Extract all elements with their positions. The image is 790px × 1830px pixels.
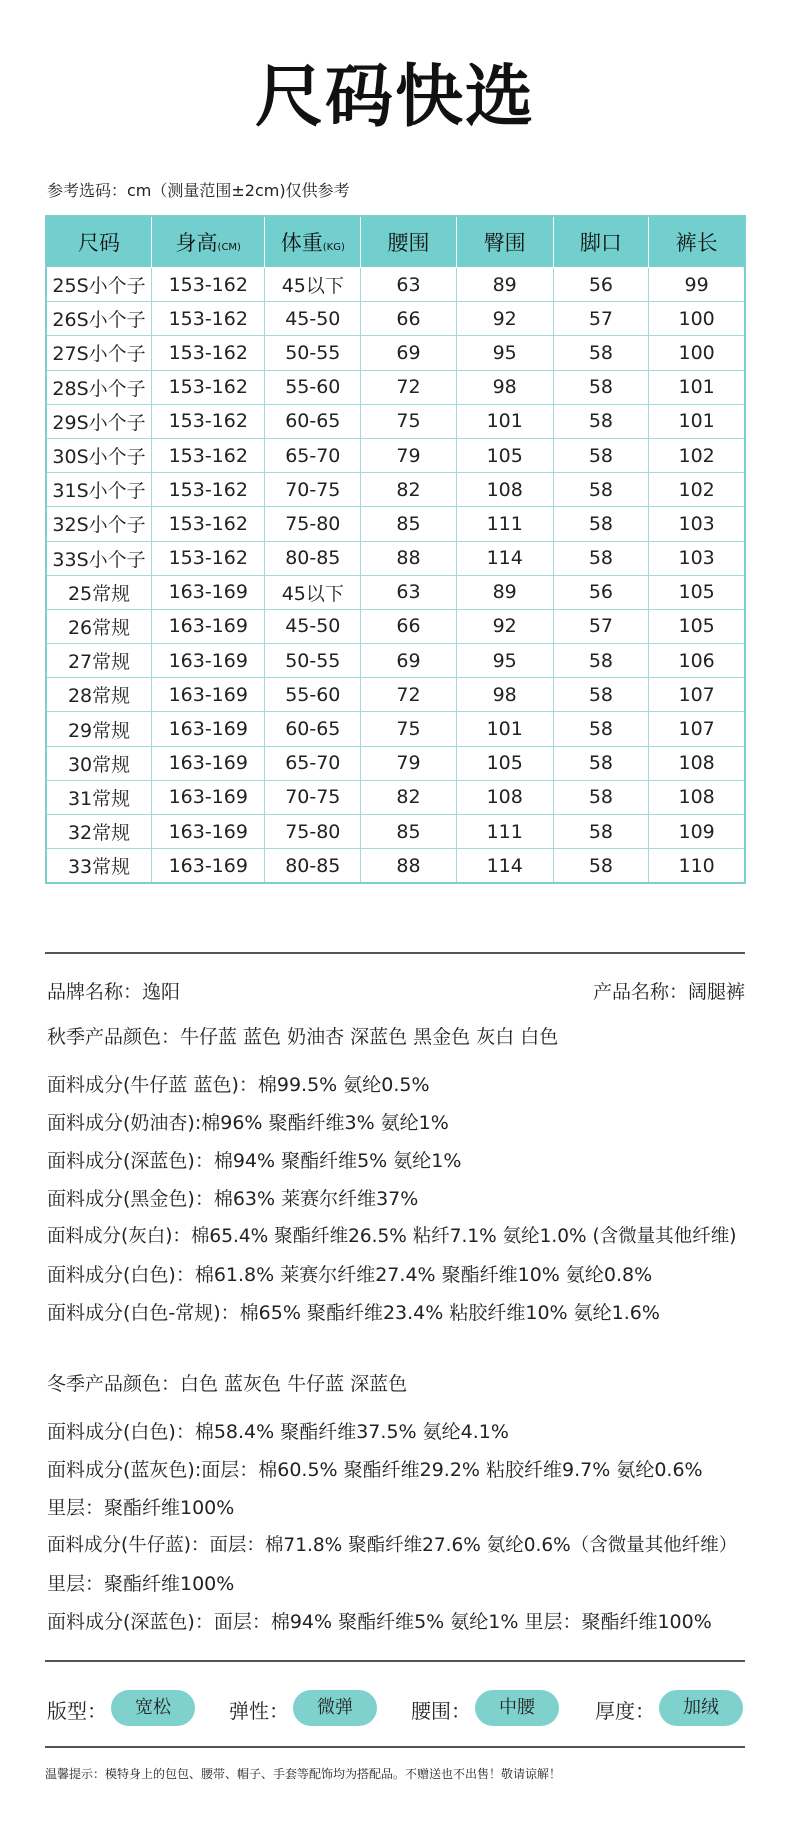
header-size: 尺码 — [46, 216, 152, 268]
table-cell: 50-55 — [265, 644, 361, 678]
table-row — [46, 370, 745, 404]
table-cell: 89 — [456, 575, 553, 609]
table-cell: 29常规 — [46, 712, 152, 746]
table-cell: 99 — [649, 268, 745, 302]
warm-tip: 温馨提示：模特身上的包包、腰带、帽子、手套等配饰均为搭配品。不赠送也不出售！敬请谅解！ — [45, 1767, 562, 1781]
table-cell: 92 — [456, 609, 553, 643]
table-row — [46, 712, 745, 746]
product-name: 产品名称：阔腿裤 — [592, 981, 745, 1003]
winter-fabric-1: 面料成分(白色)：棉58.4% 聚酯纤维37.5% 氨纶4.1% — [47, 1421, 509, 1443]
table-cell: 153-162 — [152, 302, 265, 336]
table-cell: 33常规 — [46, 849, 152, 884]
autumn-fabric-4: 面料成分(黑金色)：棉63% 莱赛尔纤维37% — [47, 1188, 419, 1210]
table-cell: 89 — [456, 268, 553, 302]
table-cell: 163-169 — [152, 849, 265, 884]
table-cell: 58 — [553, 746, 649, 780]
table-cell: 110 — [649, 849, 745, 884]
table-row — [46, 849, 745, 884]
table-cell: 45-50 — [265, 302, 361, 336]
autumn-fabric-3: 面料成分(深蓝色)：棉94% 聚酯纤维5% 氨纶1% — [47, 1150, 462, 1172]
table-cell: 75 — [361, 404, 457, 438]
table-cell: 98 — [456, 678, 553, 712]
table-cell: 58 — [553, 780, 649, 814]
table-cell: 70-75 — [265, 473, 361, 507]
table-cell: 32常规 — [46, 815, 152, 849]
table-cell: 79 — [361, 438, 457, 472]
table-cell: 163-169 — [152, 712, 265, 746]
table-row — [46, 780, 745, 814]
brand-name: 品牌名称：逸阳 — [47, 981, 181, 1003]
table-cell: 50-55 — [265, 336, 361, 370]
fit-label: 版型： — [47, 1699, 107, 1723]
table-cell: 163-169 — [152, 644, 265, 678]
header-length: 裤长 — [649, 216, 745, 268]
table-cell: 55-60 — [265, 370, 361, 404]
reference-note: 参考选码：cm（测量范围±2cm)仅供参考 — [47, 181, 350, 200]
table-cell: 45-50 — [265, 609, 361, 643]
table-cell: 58 — [553, 712, 649, 746]
table-cell: 58 — [553, 438, 649, 472]
table-cell: 102 — [649, 473, 745, 507]
table-cell: 29S小个子 — [46, 404, 152, 438]
waist-value-badge: 中腰 — [475, 1690, 559, 1726]
thickness-value-badge: 加绒 — [659, 1690, 743, 1726]
divider — [45, 1660, 745, 1662]
table-cell: 153-162 — [152, 404, 265, 438]
table-cell: 27常规 — [46, 644, 152, 678]
table-cell: 114 — [456, 849, 553, 884]
table-cell: 106 — [649, 644, 745, 678]
thickness-label: 厚度： — [595, 1699, 655, 1723]
table-row — [46, 678, 745, 712]
table-cell: 60-65 — [265, 712, 361, 746]
table-cell: 69 — [361, 644, 457, 678]
winter-colors: 冬季产品颜色：白色 蓝灰色 牛仔蓝 深蓝色 — [47, 1373, 408, 1395]
table-cell: 58 — [553, 541, 649, 575]
header-leg-opening: 脚口 — [553, 216, 649, 268]
table-cell: 57 — [553, 302, 649, 336]
table-cell: 101 — [456, 712, 553, 746]
winter-fabric-6: 面料成分(深蓝色)：面层：棉94% 聚酯纤维5% 氨纶1% 里层：聚酯纤维100% — [47, 1611, 712, 1633]
table-cell: 153-162 — [152, 541, 265, 575]
table-cell: 66 — [361, 609, 457, 643]
header-weight: 体重(KG) — [265, 216, 361, 268]
divider — [45, 1746, 745, 1748]
table-cell: 82 — [361, 780, 457, 814]
table-cell: 80-85 — [265, 849, 361, 884]
table-cell: 82 — [361, 473, 457, 507]
table-cell: 153-162 — [152, 268, 265, 302]
table-cell: 58 — [553, 404, 649, 438]
table-row — [46, 507, 745, 541]
header-waist: 腰围 — [361, 216, 457, 268]
table-row — [46, 609, 745, 643]
table-cell: 25S小个子 — [46, 268, 152, 302]
table-cell: 31常规 — [46, 780, 152, 814]
table-cell: 107 — [649, 678, 745, 712]
table-cell: 70-75 — [265, 780, 361, 814]
table-cell: 58 — [553, 678, 649, 712]
table-cell: 56 — [553, 268, 649, 302]
table-cell: 163-169 — [152, 815, 265, 849]
table-cell: 100 — [649, 302, 745, 336]
table-cell: 153-162 — [152, 438, 265, 472]
table-cell: 85 — [361, 507, 457, 541]
table-cell: 25常规 — [46, 575, 152, 609]
table-row — [46, 302, 745, 336]
table-cell: 163-169 — [152, 575, 265, 609]
table-cell: 30常规 — [46, 746, 152, 780]
header-height: 身高(CM) — [152, 216, 265, 268]
winter-fabric-2: 面料成分(蓝灰色):面层：棉60.5% 聚酯纤维29.2% 粘胶纤维9.7% 氨纶0.6% — [47, 1459, 703, 1481]
table-cell: 45以下 — [265, 268, 361, 302]
table-cell: 30S小个子 — [46, 438, 152, 472]
table-cell: 65-70 — [265, 438, 361, 472]
table-cell: 72 — [361, 370, 457, 404]
table-cell: 105 — [456, 746, 553, 780]
table-cell: 101 — [456, 404, 553, 438]
table-cell: 95 — [456, 336, 553, 370]
table-cell: 111 — [456, 815, 553, 849]
table-cell: 33S小个子 — [46, 541, 152, 575]
table-cell: 105 — [649, 609, 745, 643]
table-cell: 58 — [553, 336, 649, 370]
table-cell: 75-80 — [265, 507, 361, 541]
table-cell: 56 — [553, 575, 649, 609]
table-cell: 114 — [456, 541, 553, 575]
autumn-fabric-1: 面料成分(牛仔蓝 蓝色)：棉99.5% 氨纶0.5% — [47, 1074, 430, 1096]
page-title: 尺码快选 — [254, 58, 535, 137]
table-cell: 66 — [361, 302, 457, 336]
autumn-fabric-2: 面料成分(奶油杏):棉96% 聚酯纤维3% 氨纶1% — [47, 1112, 449, 1134]
table-cell: 153-162 — [152, 473, 265, 507]
table-cell: 57 — [553, 609, 649, 643]
elasticity-value-badge: 微弹 — [293, 1690, 377, 1726]
table-cell: 60-65 — [265, 404, 361, 438]
table-cell: 103 — [649, 541, 745, 575]
waist-label: 腰围： — [411, 1699, 471, 1723]
table-cell: 28常规 — [46, 678, 152, 712]
table-cell: 75 — [361, 712, 457, 746]
table-cell: 109 — [649, 815, 745, 849]
table-row — [46, 404, 745, 438]
table-cell: 103 — [649, 507, 745, 541]
table-row — [46, 438, 745, 472]
table-cell: 45以下 — [265, 575, 361, 609]
table-cell: 63 — [361, 575, 457, 609]
header-hip: 臀围 — [456, 216, 553, 268]
size-table — [45, 215, 746, 884]
table-cell: 111 — [456, 507, 553, 541]
autumn-fabric-6: 面料成分(白色)：棉61.8% 莱赛尔纤维27.4% 聚酯纤维10% 氨纶0.8% — [47, 1264, 653, 1286]
table-cell: 108 — [649, 746, 745, 780]
table-cell: 32S小个子 — [46, 507, 152, 541]
table-cell: 108 — [649, 780, 745, 814]
elasticity-label: 弹性： — [229, 1699, 289, 1723]
table-cell: 100 — [649, 336, 745, 370]
table-cell: 26S小个子 — [46, 302, 152, 336]
table-cell: 107 — [649, 712, 745, 746]
table-cell: 153-162 — [152, 336, 265, 370]
table-cell: 55-60 — [265, 678, 361, 712]
winter-fabric-3: 里层：聚酯纤维100% — [47, 1497, 235, 1519]
table-cell: 75-80 — [265, 815, 361, 849]
table-row — [46, 746, 745, 780]
table-row — [46, 268, 745, 302]
table-row — [46, 473, 745, 507]
table-row — [46, 575, 745, 609]
table-cell: 65-70 — [265, 746, 361, 780]
table-cell: 31S小个子 — [46, 473, 152, 507]
table-cell: 85 — [361, 815, 457, 849]
table-cell: 72 — [361, 678, 457, 712]
table-cell: 26常规 — [46, 609, 152, 643]
winter-fabric-4: 面料成分(牛仔蓝)：面层：棉71.8% 聚酯纤维27.6% 氨纶0.6%（含微量其他纤维） — [47, 1535, 738, 1556]
table-cell: 27S小个子 — [46, 336, 152, 370]
table-cell: 58 — [553, 644, 649, 678]
table-cell: 88 — [361, 849, 457, 884]
table-cell: 108 — [456, 473, 553, 507]
fit-value-badge: 宽松 — [111, 1690, 195, 1726]
table-cell: 58 — [553, 473, 649, 507]
winter-fabric-5: 里层：聚酯纤维100% — [47, 1573, 235, 1595]
table-row — [46, 336, 745, 370]
table-cell: 163-169 — [152, 746, 265, 780]
table-row — [46, 815, 745, 849]
table-cell: 101 — [649, 370, 745, 404]
table-cell: 58 — [553, 815, 649, 849]
table-cell: 98 — [456, 370, 553, 404]
table-cell: 88 — [361, 541, 457, 575]
autumn-colors: 秋季产品颜色：牛仔蓝 蓝色 奶油杏 深蓝色 黑金色 灰白 白色 — [47, 1026, 559, 1048]
table-row — [46, 644, 745, 678]
traits-row — [45, 1685, 745, 1731]
table-cell: 63 — [361, 268, 457, 302]
table-cell: 105 — [649, 575, 745, 609]
table-cell: 163-169 — [152, 609, 265, 643]
table-cell: 102 — [649, 438, 745, 472]
table-cell: 58 — [553, 507, 649, 541]
table-cell: 105 — [456, 438, 553, 472]
table-cell: 69 — [361, 336, 457, 370]
table-header-row — [46, 216, 745, 268]
divider — [45, 952, 745, 954]
table-cell: 58 — [553, 370, 649, 404]
table-row — [46, 541, 745, 575]
autumn-fabric-5: 面料成分(灰白)：棉65.4% 聚酯纤维26.5% 粘纤7.1% 氨纶1.0% (含微量其他纤维) — [47, 1226, 737, 1247]
table-cell: 79 — [361, 746, 457, 780]
table-cell: 58 — [553, 849, 649, 884]
table-cell: 153-162 — [152, 370, 265, 404]
table-cell: 80-85 — [265, 541, 361, 575]
table-cell: 153-162 — [152, 507, 265, 541]
table-cell: 95 — [456, 644, 553, 678]
table-cell: 28S小个子 — [46, 370, 152, 404]
table-cell: 163-169 — [152, 678, 265, 712]
table-cell: 101 — [649, 404, 745, 438]
table-cell: 108 — [456, 780, 553, 814]
autumn-fabric-7: 面料成分(白色-常规)：棉65% 聚酯纤维23.4% 粘胶纤维10% 氨纶1.6% — [47, 1302, 660, 1324]
table-cell: 163-169 — [152, 780, 265, 814]
table-cell: 92 — [456, 302, 553, 336]
